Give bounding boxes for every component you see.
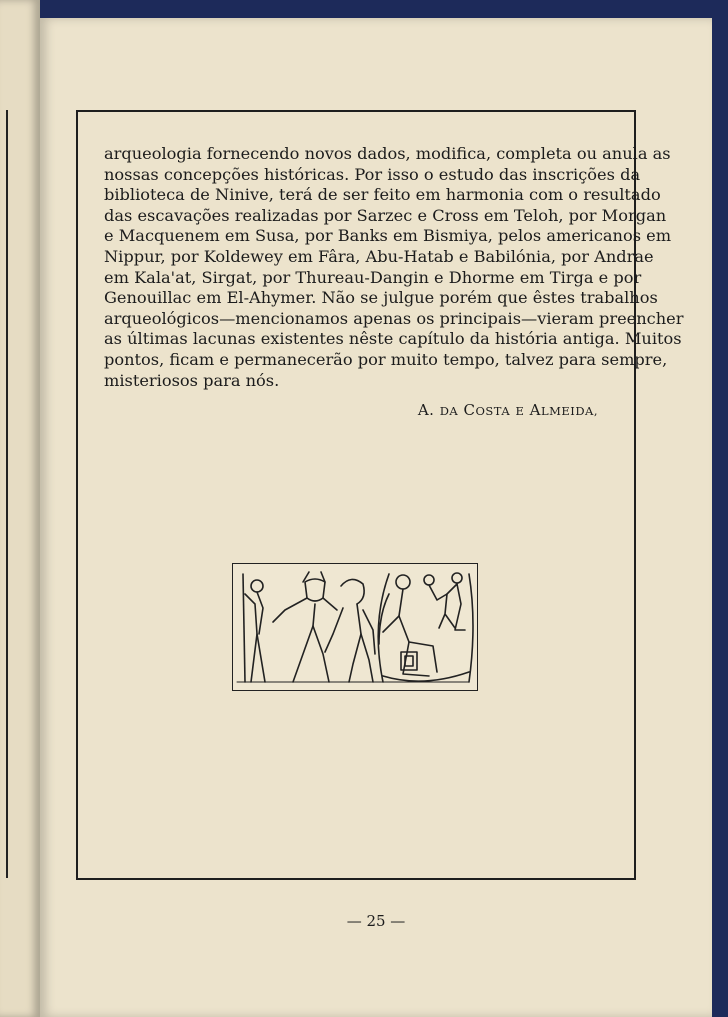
author-signature xyxy=(418,401,598,419)
signature-e: E xyxy=(515,404,525,418)
text-line: arqueologia fornecendo novos dados, modifica, completa ou anula as xyxy=(104,144,671,163)
page-number: — 25 — xyxy=(346,912,406,930)
signature-costa-rest: OSTA xyxy=(475,404,511,418)
signature-costa-first: C xyxy=(463,401,476,419)
left-page-edge xyxy=(0,0,40,1017)
signature-almeida-rest: LMEIDA, xyxy=(540,404,598,418)
seal-drawing xyxy=(233,564,477,690)
signature-da: DA xyxy=(439,404,459,418)
body-text xyxy=(104,144,684,391)
text-line: misteriosos para nós. xyxy=(104,370,280,390)
text-line: em Kala'at, Sirgat, por Thureau-Dangin e Dhorme em Tirga e por xyxy=(104,267,642,287)
cylinder-seal-illustration xyxy=(232,563,478,691)
text-line: Genouillac em El-Ahymer. Não se julgue porém que êstes trabalhos xyxy=(104,288,658,308)
book-page xyxy=(40,18,712,1017)
text-line: pontos, ficam e permanecerão por muito tempo, talvez para sempre, xyxy=(104,349,668,369)
text-line: Nippur, por Koldewey em Fâra, Abu-Hatab e Babilónia, por Andrae xyxy=(104,246,654,266)
signature-initial: A. xyxy=(417,401,435,419)
signature-almeida-first: A xyxy=(529,401,541,419)
text-line: biblioteca de Ninive, terá de ser feito em harmonia com o resultado xyxy=(104,185,661,205)
text-line: e Macquenem em Susa, por Banks em Bismiya, pelos americanos em xyxy=(104,226,672,246)
text-line: nossas concepções históricas. Por isso o estudo das inscrições da xyxy=(104,164,641,184)
text-line: arqueológicos—mencionamos apenas os principais—vieram preencher xyxy=(104,308,684,328)
paragraph xyxy=(104,144,684,391)
left-page-frame-rule xyxy=(6,110,8,878)
text-line: as últimas lacunas existentes nêste capítulo da história antiga. Muitos xyxy=(104,329,682,349)
background-edge xyxy=(712,18,728,1017)
text-line: das escavações realizadas por Sarzec e Cross em Teloh, por Morgan xyxy=(104,205,667,225)
